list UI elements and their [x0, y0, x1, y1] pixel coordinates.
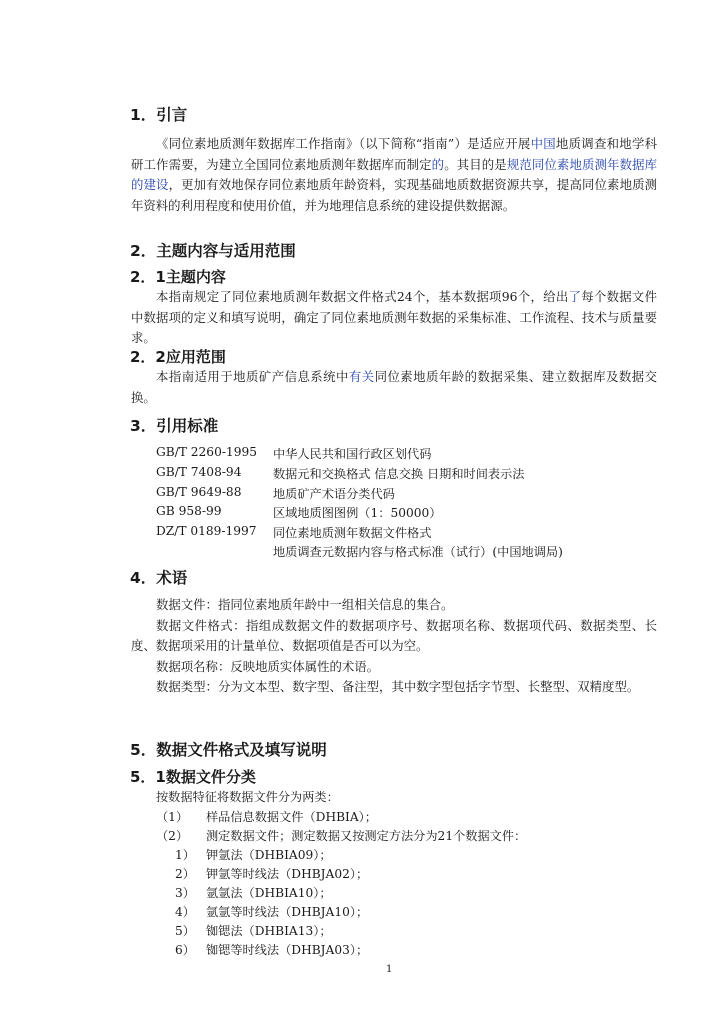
standard-name: 数据元和交换格式 信息交换 日期和时间表示法	[273, 467, 525, 481]
sublist-item-number: 4）	[175, 905, 195, 919]
section-5-1-intro: 按数据特征将数据文件分为两类：	[156, 790, 339, 804]
sublist-item-text: 铷锶等时线法（DHBJA03）；	[206, 943, 369, 957]
s21-text-b: 每个数据文件中数据项的定义和填写说明，确定了同位素地质测年数据的采集标准、工作流程、技术与质量要求。	[131, 289, 657, 345]
page-number: 1	[386, 964, 393, 975]
standard-name: 地质调查元数据内容与格式标准（试行）(中国地调局)	[273, 545, 563, 559]
sublist-item-number: 3）	[175, 886, 195, 900]
sublist-item-text: 氩氩法（DHBIA10）；	[206, 886, 332, 900]
section-2-1-paragraph	[131, 287, 657, 349]
standard-name: 同位素地质测年数据文件格式	[273, 526, 432, 540]
s22-text-b: 同位素地质年龄的数据采集、建立数据库及数据交换。	[131, 369, 658, 405]
sublist-item-text: 钾氩等时线法（DHBJA02）；	[206, 867, 369, 881]
section-5-1-heading: 5．1数据文件分类	[130, 768, 256, 786]
term-data-item-name: 数据项名称：反映地质实体属性的术语。	[156, 658, 380, 674]
list-item-number: （1）	[156, 810, 189, 824]
p1-link-china[interactable]: 中国	[530, 136, 556, 151]
p1-text-c: 。其目的是	[444, 156, 507, 172]
standard-name: 中华人民共和国行政区划代码	[273, 447, 432, 461]
standard-name: 地质矿产术语分类代码	[273, 487, 395, 501]
list-item-text: 样品信息数据文件（DHBIA）；	[206, 810, 377, 824]
list-item-text: 测定数据文件；测定数据又按测定方法分为21个数据文件：	[206, 829, 527, 843]
p1-text-b: 地质调查和地学科研工作需要，为建立全国同位素地质测年数据库而制定	[131, 136, 658, 172]
section-2-heading: 2．主题内容与适用范围	[130, 242, 296, 260]
sublist-item-text: 铷锶法（DHBIA13）；	[206, 924, 332, 938]
s22-link[interactable]: 有关	[348, 369, 375, 384]
standard-code: GB/T 2260-1995	[156, 445, 257, 459]
standard-code: DZ/T 0189-1997	[156, 524, 257, 538]
term-data-file-format: 数据文件格式：指组成数据文件的数据项序号、数据项名称、数据项代码、数据类型、长度、数据项采用的计量单位、数据项值是否可以为空。	[131, 617, 657, 653]
section-4-terms	[131, 595, 657, 698]
s21-link[interactable]: 了	[568, 289, 582, 304]
section-2-1-heading: 2．1主题内容	[130, 268, 226, 286]
sublist-item-text: 氩氩等时线法（DHBJA10）；	[206, 905, 369, 919]
sublist-item-number: 1）	[175, 848, 195, 862]
standard-code: GB/T 9649-88	[156, 485, 242, 499]
sublist-item-number: 6）	[175, 943, 195, 957]
section-3-heading: 3．引用标准	[130, 417, 219, 435]
standard-code: GB 958-99	[156, 504, 222, 518]
term-data-type: 数据类型：分为文本型、数字型、备注型，其中数字型包括字节型、长整型、双精度型。	[156, 679, 640, 694]
section-4-heading: 4．术语	[130, 569, 188, 587]
term-data-file: 数据文件：指同位素地质年龄中一组相关信息的集合。	[156, 597, 454, 612]
sublist-item-number: 5）	[175, 924, 195, 938]
p1-text-a: 《同位素地质测年数据库工作指南》（以下简称“指南”）是适应开展	[156, 136, 531, 151]
p1-text-d: ，更加有效地保存同位素地质年龄资料，实现基础地质数据资源共享，提高同位素地质测年资料的利用程度和使用价值，并为地理信息系统的建设提供数据源。	[131, 177, 658, 213]
standard-name: 区域地质图图例（1：50000）	[273, 506, 442, 520]
sublist-item-text: 钾氩法（DHBIA09）；	[206, 848, 332, 862]
section-5-heading: 5．数据文件格式及填写说明	[130, 741, 327, 759]
p1-link-standardize[interactable]: 规范同位素地质测年数据库的建设	[131, 156, 658, 192]
list-item-number: （2）	[156, 829, 189, 843]
s21-text-a: 本指南规定了同位素地质测年数据文件格式24个，基本数据项96个，给出	[156, 289, 569, 304]
section-1-paragraph	[131, 134, 657, 216]
s22-text-a: 本指南适用于地质矿产信息系统中	[156, 369, 349, 384]
section-2-2-heading: 2．2应用范围	[130, 348, 226, 366]
section-1-heading: 1．引言	[130, 106, 188, 124]
section-2-2-paragraph	[131, 367, 657, 408]
p1-link-de[interactable]: 的	[431, 156, 445, 172]
standard-code: GB/T 7408-94	[156, 465, 242, 479]
sublist-item-number: 2）	[175, 867, 195, 881]
